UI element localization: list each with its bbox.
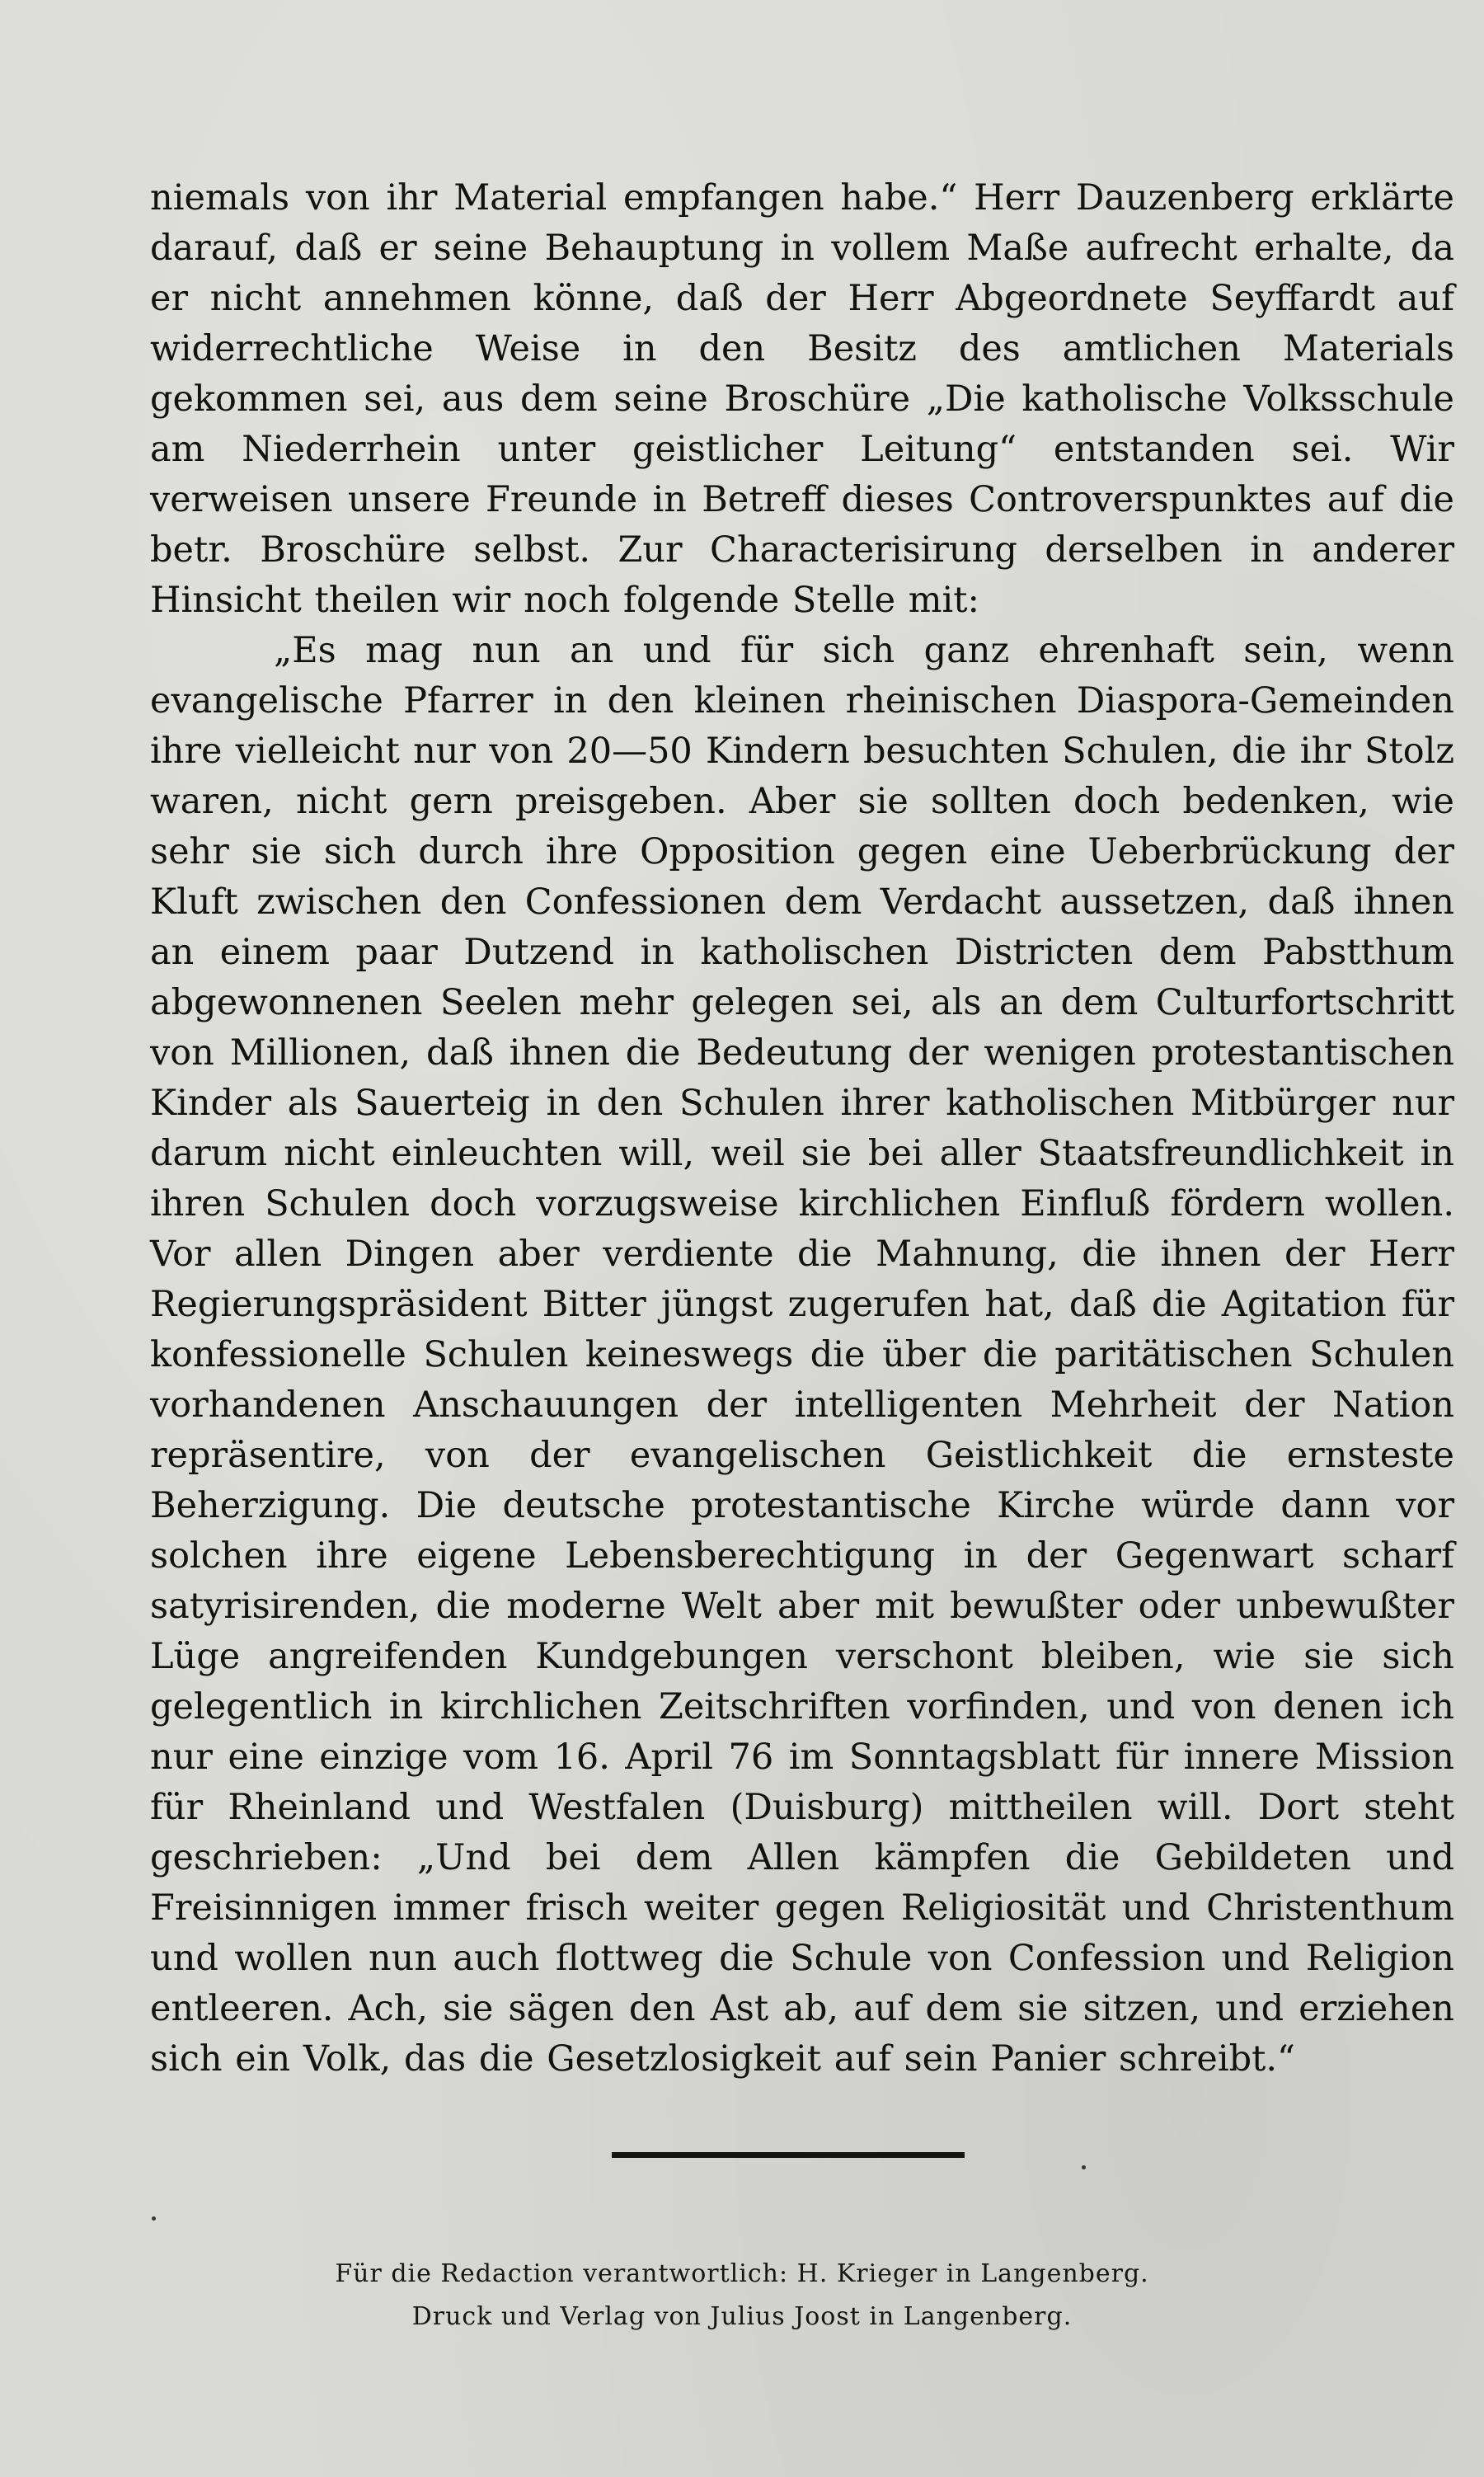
paragraph-quotation: „Es mag nun an und für sich ganz ehrenhaft sein, wenn evangelische Pfarrer in den kleinen rheinischen Diaspora-Gemeinden ihre vielleicht nur von 20—50 Kindern besuchten Schulen, die ihr Stolz waren, nicht gern preisgeben. Aber sie sollten doch bedenken, wie sehr sie sich durch ihre Opposition gegen eine Ueberbrückung der Kluft zwischen den Confessionen dem Verdacht aussetzen, daß ihnen an einem paar Dutzend in katholischen Districten dem Pabstthum abgewonnenen Seelen mehr gelegen sei, als an dem Culturfortschritt von Millionen, daß ihnen die Bedeutung der wenigen protestantischen Kinder als Sauerteig in den Schulen ihrer katholischen Mitbürger nur darum nicht einleuchten will, weil sie bei aller Staatsfreundlichkeit in ihren Schulen doch vorzugsweise kirchlichen Einfluß fördern wollen. Vor allen Dingen aber verdiente die Mahnung, die ihnen der Herr Regierungspräsident Bitter jüngst zugerufen hat, daß die Agitation für konfessionelle Schulen keineswegs die über die paritätischen Schulen vorhandenen Anschauungen der intelligenten Mehrheit der Nation repräsentire, von der evangelischen Geistlichkeit die ernsteste Beherzigung. Die deutsche protestantische Kirche würde dann vor solchen ihre eigene Lebensberechtigung in der Gegenwart scharf satyrisirenden, die moderne Welt aber mit bewußter oder unbewußter Lüge angreifenden Kundgebungen verschont bleiben, wie sie sich gelegentlich in kirchlichen Zeitschriften vorfinden, und von denen ich nur eine einzige vom 16. April 76 im Sonntagsblatt für innere Mission für Rheinland und Westfalen (Duisburg) mittheilen will. Dort steht geschrieben: „Und bei dem Allen kämpfen die Gebildeten und Freisinnigen immer frisch weiter gegen Religiosität und Christenthum und wollen nun auch flottweg die Schule von Confession und Religion entleeren. Ach, sie sägen den Ast ab, auf dem sie sitzen, und erziehen sich ein Volk, das die Gesetzlosigkeit auf sein Panier schreibt.“: [150, 630, 1454, 2080]
paragraph-intro: niemals von ihr Material empfangen habe.“ Herr Dauzenberg erklärte darauf, daß er seine Behauptung in vollem Maße aufrecht erhalte, da er nicht annehmen könne, daß der Herr Abgeordnete Seyffardt auf widerrechtliche Weise in den Besitz des amtlichen Materials gekommen sei, aus dem seine Broschüre „Die katholische Volksschule am Niederrhein unter geistlicher Leitung“ entstanden sei. Wir verweisen unsere Freunde in Betreff dieses Controverspunktes auf die betr. Broschüre selbst. Zur Characterisirung derselben in anderer Hinsicht theilen wir noch folgende Stelle mit:: [150, 177, 1454, 621]
article-body: [150, 173, 1454, 2085]
footer-printer-line: Druck und Verlag von Julius Joost in Langenberg.: [411, 2302, 1073, 2331]
footer-editor-line: Für die Redaction verantwortlich: H. Krieger in Langenberg.: [335, 2259, 1149, 2288]
print-speck: [1082, 2165, 1086, 2169]
print-speck: [152, 2216, 156, 2221]
separator-rule: [612, 2152, 965, 2158]
